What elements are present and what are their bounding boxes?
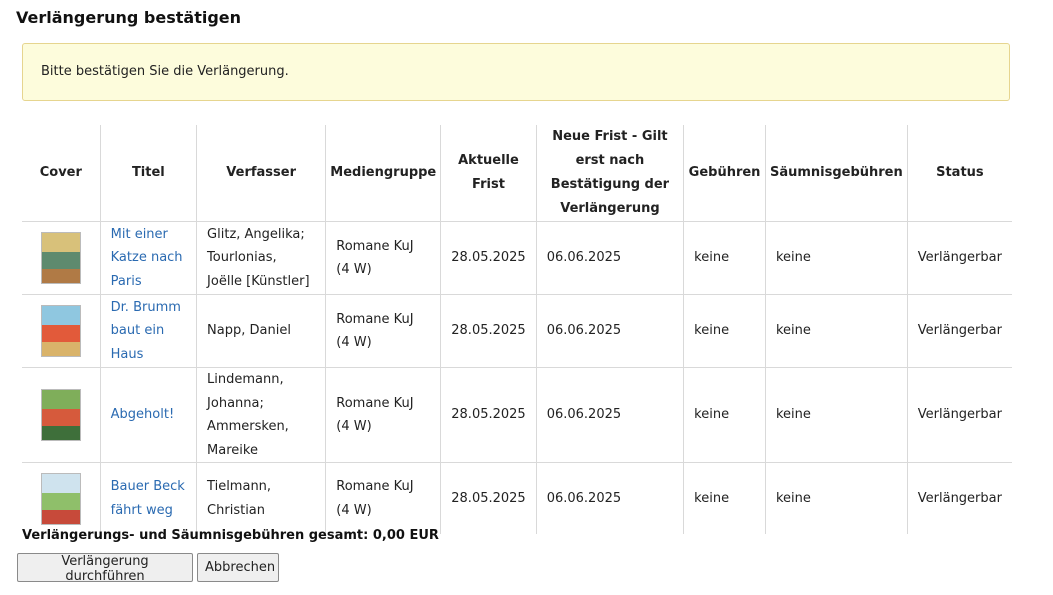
table-row: [22, 295, 1012, 368]
author-cell: Tielmann, Christian: [197, 463, 326, 535]
late-fees-cell: keine: [765, 295, 907, 368]
column-header-media-group: Mediengruppe: [326, 125, 441, 222]
late-fees-cell: keine: [765, 463, 907, 535]
current-due-cell: 28.05.2025: [441, 368, 536, 463]
cover-cell: [22, 295, 100, 368]
fees-cell: keine: [684, 368, 766, 463]
late-fees-cell: keine: [765, 222, 907, 295]
book-title-link[interactable]: Bauer Beck fährt weg: [110, 479, 185, 518]
cover-cell: [22, 368, 100, 463]
notice-text: Bitte bestätigen Sie die Verlängerung.: [41, 64, 289, 79]
author-cell: Napp, Daniel: [197, 295, 326, 368]
renewal-table: [22, 125, 1012, 534]
media-group-cell: Romane KuJ (4 W): [326, 368, 441, 463]
fees-cell: keine: [684, 295, 766, 368]
table-row: [22, 463, 1012, 535]
cover-cell: [22, 463, 100, 535]
confirm-renewal-button[interactable]: Verlängerung durchführen: [17, 553, 193, 582]
new-due-cell: 06.06.2025: [536, 295, 683, 368]
column-header-author: Verfasser: [197, 125, 326, 222]
status-cell: Verlängerbar: [907, 463, 1012, 535]
column-header-current-due: Aktuelle Frist: [441, 125, 536, 222]
status-cell: Verlängerbar: [907, 295, 1012, 368]
new-due-cell: 06.06.2025: [536, 368, 683, 463]
book-title-link[interactable]: Abgeholt!: [110, 407, 175, 423]
media-group-cell: Romane KuJ (4 W): [326, 222, 441, 295]
current-due-cell: 28.05.2025: [441, 295, 536, 368]
table-header-row: [22, 125, 1012, 222]
column-header-fees: Gebühren: [684, 125, 766, 222]
status-cell: Verlängerbar: [907, 222, 1012, 295]
table-row: [22, 222, 1012, 295]
media-group-cell: Romane KuJ (4 W): [326, 463, 441, 535]
page-title: Verlängerung bestätigen: [16, 8, 242, 27]
author-cell: Lindemann, Johanna; Ammersken, Mareike: [197, 368, 326, 463]
cover-cell: [22, 222, 100, 295]
fees-cell: keine: [684, 222, 766, 295]
book-cover-image[interactable]: [41, 232, 81, 284]
current-due-cell: 28.05.2025: [441, 463, 536, 535]
column-header-status: Status: [907, 125, 1012, 222]
confirmation-notice: [22, 43, 1010, 101]
table-row: [22, 368, 1012, 463]
column-header-cover: Cover: [22, 125, 100, 222]
cancel-button[interactable]: Abbrechen: [197, 553, 279, 582]
new-due-cell: 06.06.2025: [536, 463, 683, 535]
column-header-title: Titel: [100, 125, 196, 222]
book-title-link[interactable]: Mit einer Katze nach Paris: [110, 226, 183, 289]
book-cover-image[interactable]: [41, 305, 81, 357]
total-fees-summary: Verlängerungs- und Säumnisgebühren gesamt: 0,00 EUR: [22, 528, 439, 543]
current-due-cell: 28.05.2025: [441, 222, 536, 295]
book-cover-image[interactable]: [41, 473, 81, 525]
media-group-cell: Romane KuJ (4 W): [326, 295, 441, 368]
author-cell: Glitz, Angelika; Tourlonias, Joëlle [Künstler]: [197, 222, 326, 295]
book-title-link[interactable]: Dr. Brumm baut ein Haus: [110, 299, 181, 362]
status-cell: Verlängerbar: [907, 368, 1012, 463]
fees-cell: keine: [684, 463, 766, 535]
late-fees-cell: keine: [765, 368, 907, 463]
column-header-late-fees: Säumnisgebühren: [765, 125, 907, 222]
book-cover-image[interactable]: [41, 389, 81, 441]
column-header-new-due: Neue Frist - Gilt erst nach Bestätigung der Verlängerung: [536, 125, 683, 222]
new-due-cell: 06.06.2025: [536, 222, 683, 295]
